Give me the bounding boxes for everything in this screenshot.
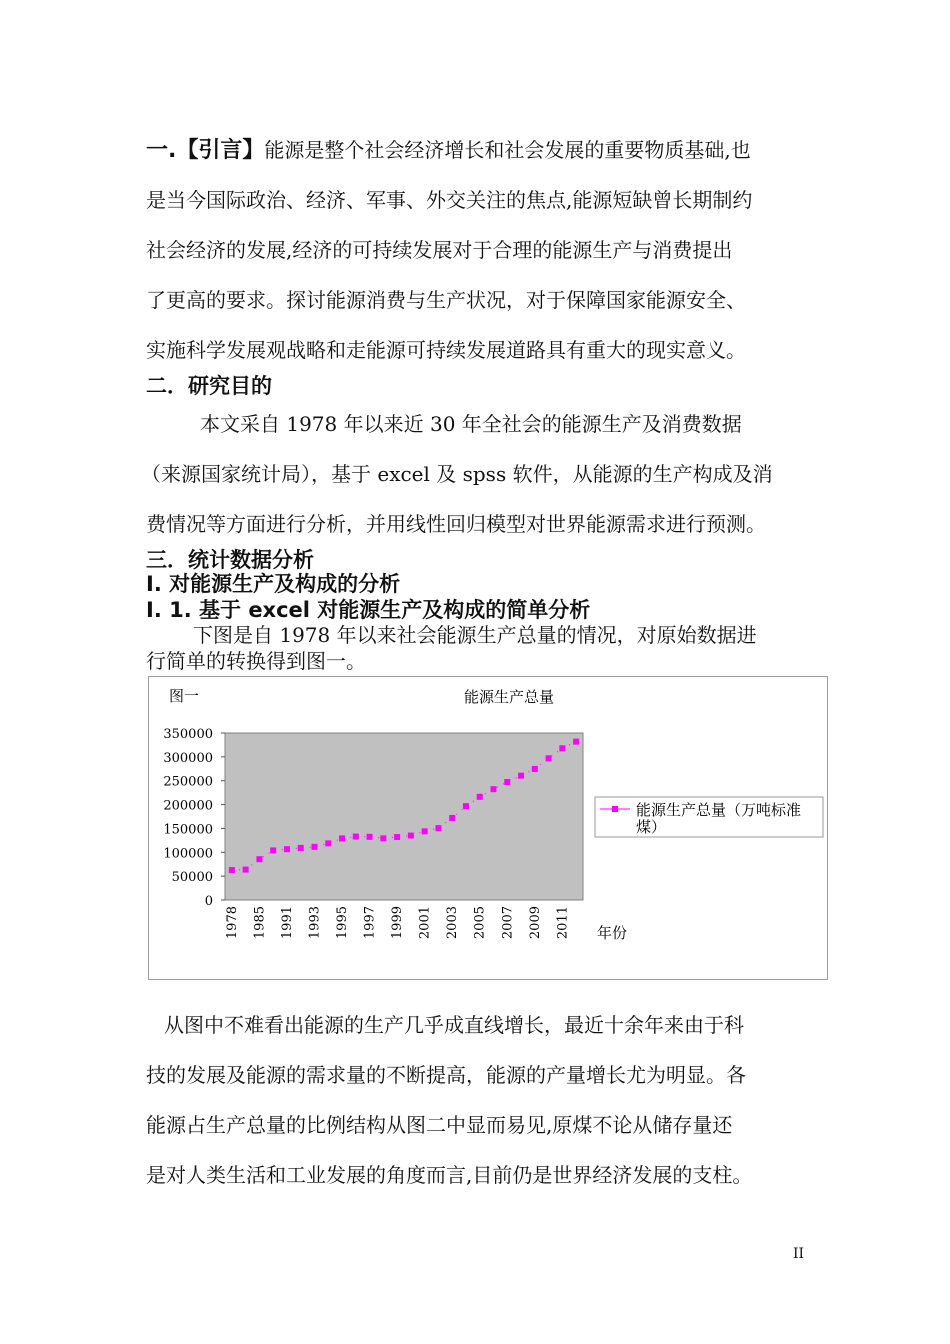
data-point xyxy=(325,840,331,846)
analysis-sub-heading-2: I. 1. 基于 excel 对能源生产及构成的简单分析 xyxy=(146,598,591,622)
y-tick-label: 250000 xyxy=(163,774,213,790)
purpose-heading: 二．研究目的 xyxy=(146,374,272,398)
x-tick-label: 2003 xyxy=(445,906,461,940)
data-point xyxy=(532,766,538,772)
data-point xyxy=(339,835,345,841)
chart-svg xyxy=(149,677,827,979)
chart-gridlines xyxy=(221,733,225,900)
after-line-2: 技的发展及能源的需求量的不断提高，能源的产量增长尤为明显。各 xyxy=(146,1063,746,1087)
x-tick-label: 1993 xyxy=(307,906,323,940)
x-tick-label: 1978 xyxy=(224,906,240,940)
data-point xyxy=(408,833,414,839)
intro-text: 能源是整个社会经济增长和社会发展的重要物质基础,也 xyxy=(264,138,751,162)
data-point xyxy=(256,856,262,862)
y-tick-label: 50000 xyxy=(171,870,213,886)
legend-label-line-2: 煤） xyxy=(636,818,667,836)
x-tick-label: 2007 xyxy=(500,906,516,940)
chart-x-label: 年份 xyxy=(597,924,628,942)
y-tick-label: 300000 xyxy=(163,750,213,766)
data-point xyxy=(463,803,469,809)
x-tick-label: 2011 xyxy=(555,906,571,940)
data-point xyxy=(394,834,400,840)
intro-line-3: 社会经济的发展,经济的可持续发展对于合理的能源生产与消费提出 xyxy=(146,238,733,262)
legend-label-line-1: 能源生产总量（万吨标准 xyxy=(636,801,802,819)
chart-x-axis xyxy=(225,906,570,939)
y-tick-label: 100000 xyxy=(163,846,213,862)
y-tick-label: 150000 xyxy=(163,822,213,838)
analysis-sub-heading-1: I. 对能源生产及构成的分析 xyxy=(146,572,401,596)
data-point xyxy=(546,755,552,761)
data-point xyxy=(449,815,455,821)
data-point xyxy=(491,786,497,792)
x-tick-label: 1995 xyxy=(335,906,351,940)
after-line-3: 能源占生产总量的比例结构从图二中显而易见,原煤不论从储存量还 xyxy=(146,1113,733,1137)
analysis-line-1: 下图是自 1978 年以来社会能源生产总量的情况，对原始数据进 xyxy=(193,623,757,647)
data-point xyxy=(504,779,510,785)
data-point xyxy=(573,739,579,745)
data-point xyxy=(422,828,428,834)
intro-heading: 一.【引言】 xyxy=(146,138,265,163)
x-tick-label: 1999 xyxy=(390,906,406,940)
data-point xyxy=(284,846,290,852)
y-tick-label: 0 xyxy=(204,894,213,909)
data-point xyxy=(229,867,235,873)
chart-figure-1 xyxy=(148,676,828,980)
chart-label: 图一 xyxy=(169,687,200,705)
analysis-heading: 三．统计数据分析 xyxy=(146,548,314,572)
data-point xyxy=(477,794,483,800)
chart-plot-area xyxy=(225,733,583,900)
purpose-line-3: 费情况等方面进行分析，并用线性回归模型对世界能源需求进行预测。 xyxy=(146,512,766,536)
analysis-line-2: 行简单的转换得到图一。 xyxy=(146,649,366,673)
chart-y-axis xyxy=(163,727,213,909)
data-point xyxy=(435,825,441,831)
legend-marker xyxy=(612,806,618,812)
y-tick-label: 200000 xyxy=(163,798,213,814)
purpose-line-2: （来源国家统计局），基于 excel 及 spss 软件，从能源的生产构成及消 xyxy=(141,462,773,486)
data-point xyxy=(353,834,359,840)
data-point xyxy=(518,773,524,779)
page-number: II xyxy=(793,1246,805,1262)
chart-title: 能源生产总量 xyxy=(463,688,555,706)
after-line-4: 是对人类生活和工业发展的角度而言,目前仍是世界经济发展的支柱。 xyxy=(146,1163,753,1187)
intro-line-4: 了更高的要求。探讨能源消费与生产状况，对于保障国家能源安全、 xyxy=(146,288,746,312)
data-point xyxy=(270,847,276,853)
x-tick-label: 2005 xyxy=(472,906,488,940)
data-point xyxy=(380,835,386,841)
data-point xyxy=(298,845,304,851)
data-point xyxy=(243,867,249,873)
x-tick-label: 1991 xyxy=(279,906,295,940)
intro-line-5: 实施科学发展观战略和走能源可持续发展道路具有重大的现实意义。 xyxy=(146,338,746,362)
data-point xyxy=(559,745,565,751)
x-tick-label: 1985 xyxy=(252,906,268,940)
data-point xyxy=(312,844,318,850)
intro-line-1 xyxy=(146,137,836,164)
x-tick-label: 1997 xyxy=(362,906,378,940)
intro-line-2: 是当今国际政治、经济、军事、外交关注的焦点,能源短缺曾长期制约 xyxy=(146,188,753,212)
y-tick-label: 350000 xyxy=(163,727,213,742)
after-line-1: 从图中不难看出能源的生产几乎成直线增长，最近十余年来由于科 xyxy=(164,1013,744,1037)
x-tick-label: 2009 xyxy=(527,906,543,940)
purpose-line-1: 本文采自 1978 年以来近 30 年全社会的能源生产及消费数据 xyxy=(200,412,742,436)
data-point xyxy=(367,834,373,840)
x-tick-label: 2001 xyxy=(417,906,433,940)
